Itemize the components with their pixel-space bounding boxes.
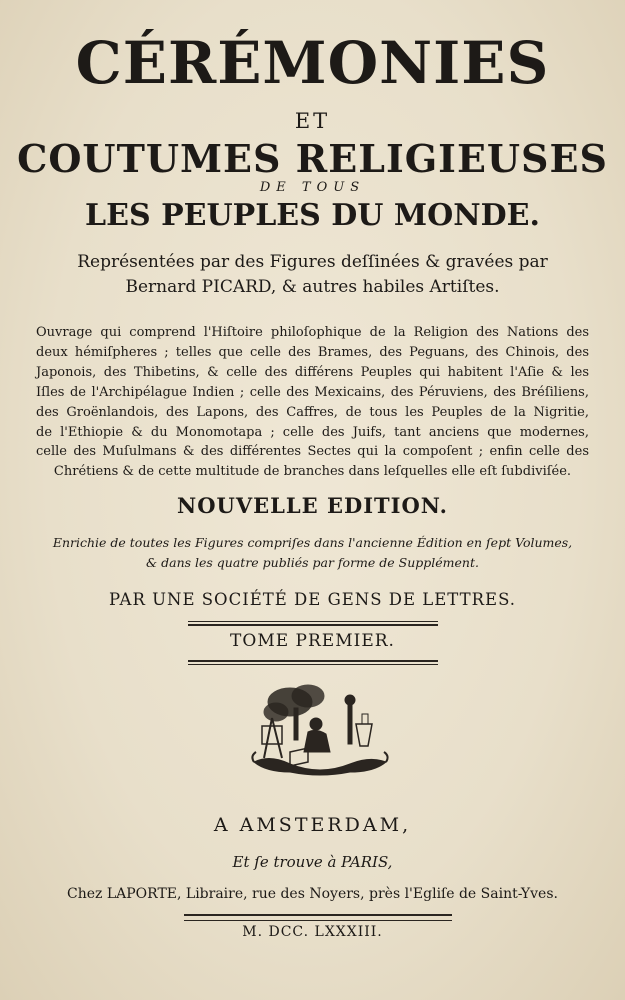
enrichie-line-1: Enrichie de toutes les Figures compriſes dans l'ancienne Édition en ſept Volumes, [52, 535, 573, 550]
title-de-tous: DE TOUS [259, 180, 366, 195]
printers-ornament-icon [250, 680, 390, 780]
imprint-rule [184, 914, 452, 921]
description-line: de l'Ethiopie & du Monomotapa ; celle des Juifs, tant anciens que modernes, [36, 424, 589, 440]
description-line: des Groënlandois, des Lapons, des Caffres, de tous les Peuples de la Nigritie, [36, 404, 589, 420]
description-line: celle des Muſulmans & des différentes Sectes qui la compoſent ; enfin celle des [36, 444, 589, 460]
description-line: Chrétiens & de cette multitude de branches dans leſquelles elle eſt ſubdiviſée. [53, 464, 572, 480]
main-title: CÉRÉMONIES [75, 29, 550, 97]
imprint-date: M. DCC. LXXXIII. [242, 924, 383, 940]
imprint-city: A AMSTERDAM, [213, 814, 412, 836]
description-line: Japonois, des Thibetins, & celle des différens Peuples qui habitent l'Aſie & les [36, 364, 589, 380]
description-line: deux hémiſpheres ; telles que celle des Brames, des Peguans, des Chinois, des [36, 344, 589, 360]
description-line: Iſles de l'Archipélague Indien ; celle des Mexicains, des Péruviens, des Bréſiliens, [36, 384, 589, 400]
second-title: COUTUMES RELIGIEUSES [17, 136, 608, 181]
imprint-publisher: Chez LAPORTE, Libraire, rue des Noyers, près l'Egliſe de Saint-Yves. [67, 886, 558, 902]
represented-line-1: Représentées par des Figures deſſinées & gravées par [77, 252, 548, 272]
society-line: PAR UNE SOCIÉTÉ DE GENS DE LETTRES. [108, 590, 517, 609]
third-title: LES PEUPLES DU MONDE. [85, 198, 540, 233]
title-conjunction: ET [294, 109, 331, 133]
enrichie-line-2: & dans les quatre publiés par forme de Supplément. [146, 555, 479, 570]
edition-heading: NOUVELLE EDITION. [177, 493, 448, 518]
description-line: Ouvrage qui comprend l'Hiſtoire philoſophique de la Religion des Nations des [36, 325, 589, 340]
description-paragraph [36, 323, 589, 482]
represented-line-2: Bernard PICARD, & autres habiles Artiſtes. [125, 277, 500, 297]
tome-label: TOME PREMIER. [230, 631, 395, 651]
imprint-trouve: Et ſe trouve à PARIS, [232, 853, 393, 871]
